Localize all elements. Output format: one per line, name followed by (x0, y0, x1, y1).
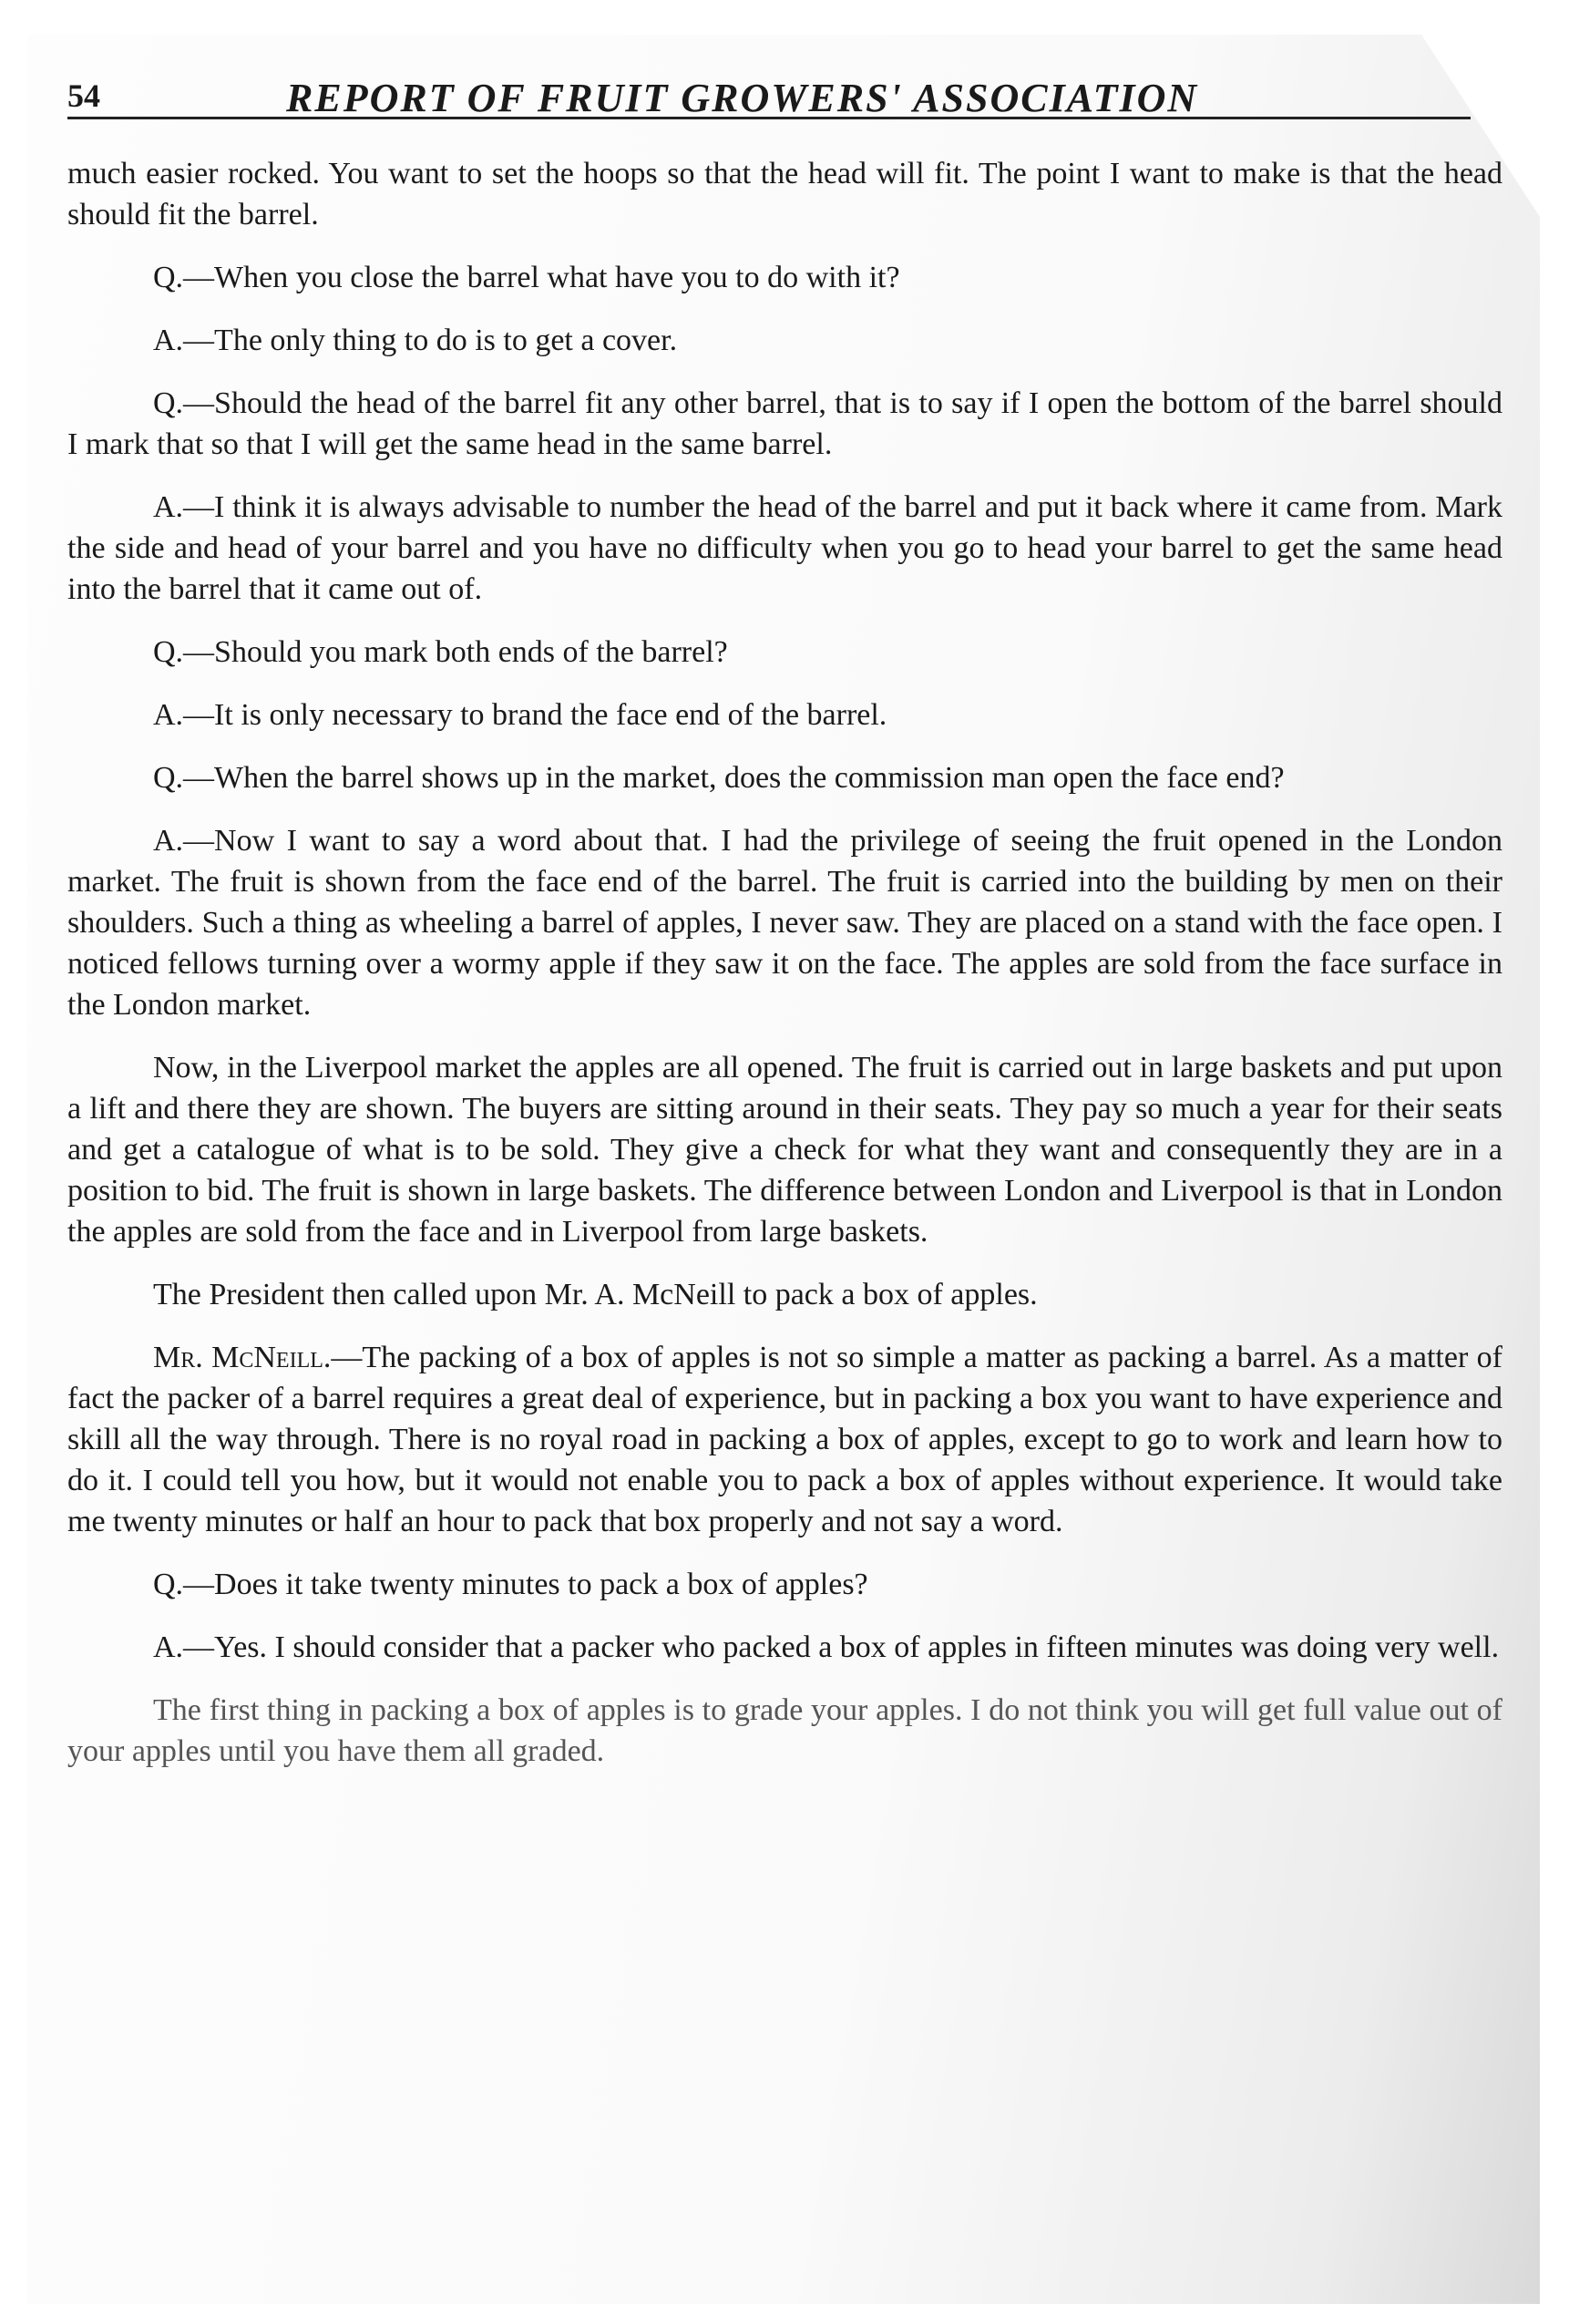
paragraph: much easier rocked. You want to set the hoops so that the head will fit. The point I want to make is that the head should fit the barrel. (67, 157, 1502, 231)
answer: A.—It is only necessary to brand the face end of the barrel. (153, 698, 887, 732)
speaker-text: —The packing of a box of apples is not so simple a matter as packing a barrel. As a matter of fact the packer of a barrel requires a great deal of experience, but in packing a box you want to have experience and skill all the way through. There is no royal road in packing a box of apples, except to go to work and learn how to do it. I could tell you how, but it would not enable you to pack a box of apples without experience. It would take me twenty minutes or half an hour to pack that box properly and not say a word. (67, 1341, 1502, 1538)
page-number: 54 (67, 77, 100, 114)
question: Q.—Should you mark both ends of the barrel? (153, 635, 728, 669)
paragraph: The President then called upon Mr. A. McNeill to pack a box of apples. (153, 1278, 1038, 1311)
paragraph: Now, in the Liverpool market the apples are all opened. The fruit is carried out in large baskets and put upon a lift and there they are shown. The buyers are sitting around in their seats. They pay so much a year for their seats and get a catalogue of what is to be sold. They give a check for what they want and consequently they are in a position to bid. The fruit is shown in large baskets. The difference between London and Liverpool is that in London the apples are sold from the face and in Liverpool from large baskets. (67, 1051, 1502, 1249)
answer: A.—The only thing to do is to get a cover. (153, 324, 678, 357)
question: Q.—Should the head of the barrel fit any other barrel, that is to say if I open the bottom of the barrel should I mark that so that I will get the same head in the same barrel. (67, 386, 1502, 461)
body-text (67, 153, 1502, 1794)
question: Q.—When the barrel shows up in the market, does the commission man open the face end? (153, 761, 1285, 795)
paragraph: The first thing in packing a box of apples is to grade your apples. I do not think you will get full value out of your apples until you have them all graded. (67, 1693, 1502, 1768)
running-title: REPORT OF FRUIT GROWERS' ASSOCIATION (286, 76, 1199, 120)
header-rule (67, 117, 1471, 119)
answer: A.—Now I want to say a word about that. I had the privilege of seeing the fruit opened in the London market. The fruit is shown from the face end of the barrel. The fruit is carried into the building by men on their shoulders. Such a thing as wheeling a barrel of apples, I never saw. They are placed on a stand with the face open. I noticed fellows turning over a wormy apple if they saw it on the face. The apples are sold from the face surface in the London market. (67, 824, 1502, 1022)
speaker-paragraph (67, 1337, 1502, 1542)
answer: A.—I think it is always advisable to number the head of the barrel and put it back where it came from. Mark the side and head of your barrel and you have no difficulty when you go to head your barrel to get the same head into the barrel that it came out of. (67, 490, 1502, 606)
page-header (67, 40, 1471, 122)
question: Q.—Does it take twenty minutes to pack a box of apples? (153, 1568, 868, 1601)
question: Q.—When you close the barrel what have you to do with it? (153, 261, 900, 294)
speaker-name: Mr. McNeill. (153, 1341, 332, 1374)
answer: A.—Yes. I should consider that a packer who packed a box of apples in fifteen minutes was doing very well. (153, 1630, 1500, 1664)
